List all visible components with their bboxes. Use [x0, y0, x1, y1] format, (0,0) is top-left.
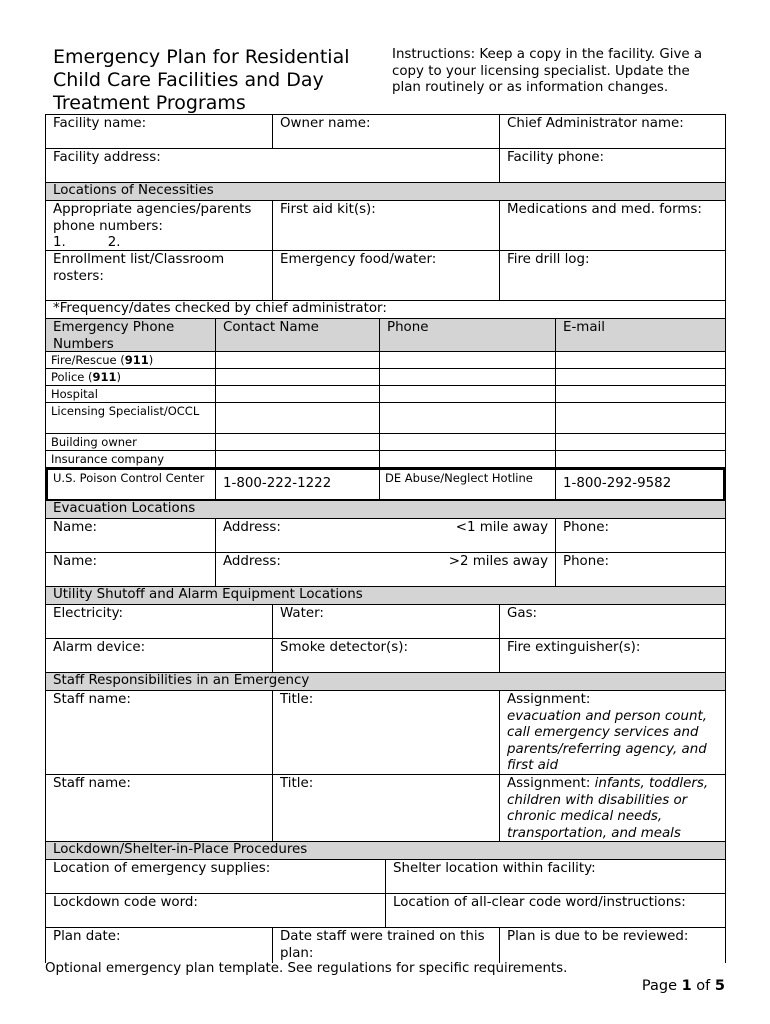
first-aid-field[interactable]: First aid kit(s): [273, 201, 500, 250]
page-of: of [691, 978, 715, 994]
lockdown-row-1 [46, 860, 725, 894]
contact-name-input[interactable] [216, 434, 380, 450]
section-utility: Utility Shutoff and Alarm Equipment Locations [46, 587, 725, 605]
evac-name-field[interactable]: Name: [46, 519, 216, 552]
gas-field[interactable]: Gas: [507, 606, 538, 621]
section-lockdown: Lockdown/Shelter-in-Place Procedures [46, 842, 725, 860]
evac-address-label: Address: [223, 554, 281, 569]
evac-phone-field[interactable]: Phone: [563, 554, 609, 569]
plan-dates-row [46, 928, 725, 963]
evac-address-label: Address: [223, 520, 281, 535]
agencies-label: Appropriate agencies/parents phone numbers: [53, 202, 252, 234]
fire-rescue-text: Fire/Rescue ( [51, 353, 125, 367]
medications-field[interactable]: Medications and med. forms: [507, 202, 702, 217]
title-line-2: Child Care Facilities and Day [53, 69, 324, 91]
hotline-row [46, 468, 725, 501]
page-number [642, 978, 725, 994]
footer-note: Optional emergency plan template. See regulations for specific requirements. [45, 961, 568, 976]
evacuation-row-2 [46, 553, 725, 587]
staff-name-field[interactable]: Staff name: [46, 691, 273, 774]
licensing-label: Licensing Specialist/OCCL [46, 403, 216, 433]
section-necessities: Locations of Necessities [46, 183, 725, 201]
insurance-label: Insurance company [46, 451, 216, 467]
police-text: Police ( [51, 370, 93, 384]
table-row [46, 403, 725, 434]
staff-name-field[interactable]: Staff name: [46, 775, 273, 841]
abuse-hotline-phone: 1-800-292-9582 [563, 476, 672, 491]
facility-name-field[interactable]: Facility name: [46, 115, 273, 148]
staff-assignment-2 [500, 775, 725, 841]
section-staff: Staff Responsibilities in an Emergency [46, 673, 725, 691]
evac-phone-field[interactable]: Phone: [563, 520, 609, 535]
review-date-field[interactable]: Plan is due to be reviewed: [507, 929, 689, 944]
header-phone: Phone [380, 319, 556, 351]
building-owner-label: Building owner [46, 434, 216, 450]
contact-name-input[interactable] [216, 403, 380, 433]
evac-address-field[interactable] [216, 519, 556, 552]
evac-distance-far: >2 miles away [448, 554, 548, 569]
document-title [53, 46, 383, 115]
staff-title-field[interactable]: Title: [273, 775, 500, 841]
shelter-location-field[interactable]: Shelter location within facility: [393, 861, 596, 876]
page-prefix: Page [641, 978, 682, 994]
contact-name-input[interactable] [216, 369, 380, 385]
agencies-number-2: 2. [107, 235, 121, 250]
title-line-3: Treatment Programs [53, 92, 246, 114]
fire-rescue-close: ) [148, 353, 154, 367]
alarm-device-field[interactable]: Alarm device: [46, 639, 273, 672]
email-input[interactable] [556, 451, 725, 467]
evac-name-field[interactable]: Name: [46, 553, 216, 586]
emergency-supplies-field[interactable]: Location of emergency supplies: [46, 860, 386, 893]
police-number: 911 [92, 370, 117, 384]
email-input[interactable] [556, 434, 725, 450]
facility-row-2 [46, 149, 725, 183]
assignment-text-2: infants, toddlers, children with disabilities or chronic medical needs, transportation, and meals [507, 776, 709, 841]
lockdown-code-field[interactable]: Lockdown code word: [46, 894, 386, 927]
police-close: ) [116, 370, 122, 384]
section-evacuation: Evacuation Locations [46, 501, 725, 519]
police-label [46, 369, 216, 385]
utility-row-2 [46, 639, 725, 673]
poison-control-label: U.S. Poison Control Center [48, 470, 216, 499]
instructions: Instructions: Keep a copy in the facility. Give a copy to your licensing specialist. Update the plan routinely or as information changes. [392, 47, 703, 95]
facility-row-1 [46, 115, 725, 149]
chief-admin-field[interactable]: Chief Administrator name: [507, 116, 684, 131]
table-row [46, 451, 725, 468]
header-emergency-phone: Emergency Phone Numbers [46, 319, 216, 351]
assignment-label: Assignment: [507, 776, 591, 791]
email-input[interactable] [556, 352, 725, 368]
header-email: E-mail [563, 320, 605, 335]
email-input[interactable] [556, 386, 725, 402]
utility-row-1 [46, 605, 725, 639]
facility-address-field[interactable]: Facility address: [46, 149, 500, 182]
email-input[interactable] [556, 403, 725, 433]
staff-row-1 [46, 691, 725, 775]
evac-address-field[interactable] [216, 553, 556, 586]
phone-input[interactable] [380, 369, 556, 385]
phone-input[interactable] [380, 352, 556, 368]
table-row [46, 434, 725, 451]
hospital-label: Hospital [46, 386, 216, 402]
emergency-plan-form [45, 114, 726, 963]
agencies-field[interactable] [46, 201, 273, 250]
header-contact-name: Contact Name [216, 319, 380, 351]
all-clear-field[interactable]: Location of all-clear code word/instructions: [393, 895, 686, 910]
plan-date-field[interactable]: Plan date: [46, 928, 273, 963]
necessities-row-2 [46, 251, 725, 301]
phone-input[interactable] [380, 403, 556, 433]
contact-name-input[interactable] [216, 386, 380, 402]
page-total: 5 [714, 978, 725, 994]
evacuation-row-1 [46, 519, 725, 553]
table-row [46, 369, 725, 386]
smoke-detector-field[interactable]: Smoke detector(s): [273, 639, 500, 672]
phone-input[interactable] [380, 386, 556, 402]
water-field[interactable]: Water: [273, 605, 500, 638]
title-line-1: Emergency Plan for Residential [53, 46, 350, 68]
electricity-field[interactable]: Electricity: [46, 605, 273, 638]
assignment-text-1: evacuation and person count, call emergency services and parents/referring agency, and first aid [507, 708, 707, 773]
staff-title-field[interactable]: Title: [273, 691, 500, 774]
owner-name-field[interactable]: Owner name: [273, 115, 500, 148]
staff-assignment-1 [500, 691, 725, 774]
staff-row-2 [46, 775, 725, 842]
fire-rescue-label [46, 352, 216, 368]
fire-extinguisher-field[interactable]: Fire extinguisher(s): [507, 640, 641, 655]
frequency-note: *Frequency/dates checked by chief administrator: [46, 301, 725, 319]
poison-control-phone: 1-800-222-1222 [216, 470, 380, 499]
page-current: 1 [681, 978, 692, 994]
enrollment-field[interactable]: Enrollment list/Classroom rosters: [46, 251, 273, 300]
contact-name-input[interactable] [216, 352, 380, 368]
food-water-field[interactable]: Emergency food/water: [273, 251, 500, 300]
staff-trained-field[interactable]: Date staff were trained on this plan: [273, 928, 500, 963]
email-input[interactable] [556, 369, 725, 385]
phone-table-header [46, 319, 725, 352]
assignment-label: Assignment: [507, 692, 591, 707]
evac-distance-near: <1 mile away [455, 520, 548, 535]
necessities-row-1 [46, 201, 725, 251]
agencies-numbers [53, 235, 265, 250]
phone-input[interactable] [380, 434, 556, 450]
fire-drill-field[interactable]: Fire drill log: [507, 252, 590, 267]
phone-input[interactable] [380, 451, 556, 467]
fire-rescue-number: 911 [124, 353, 149, 367]
table-row [46, 386, 725, 403]
lockdown-row-2 [46, 894, 725, 928]
table-row [46, 352, 725, 369]
contact-name-input[interactable] [216, 451, 380, 467]
abuse-hotline-label: DE Abuse/Neglect Hotline [380, 470, 556, 499]
facility-phone-field[interactable]: Facility phone: [507, 150, 605, 165]
agencies-number-1: 1. [53, 235, 66, 250]
